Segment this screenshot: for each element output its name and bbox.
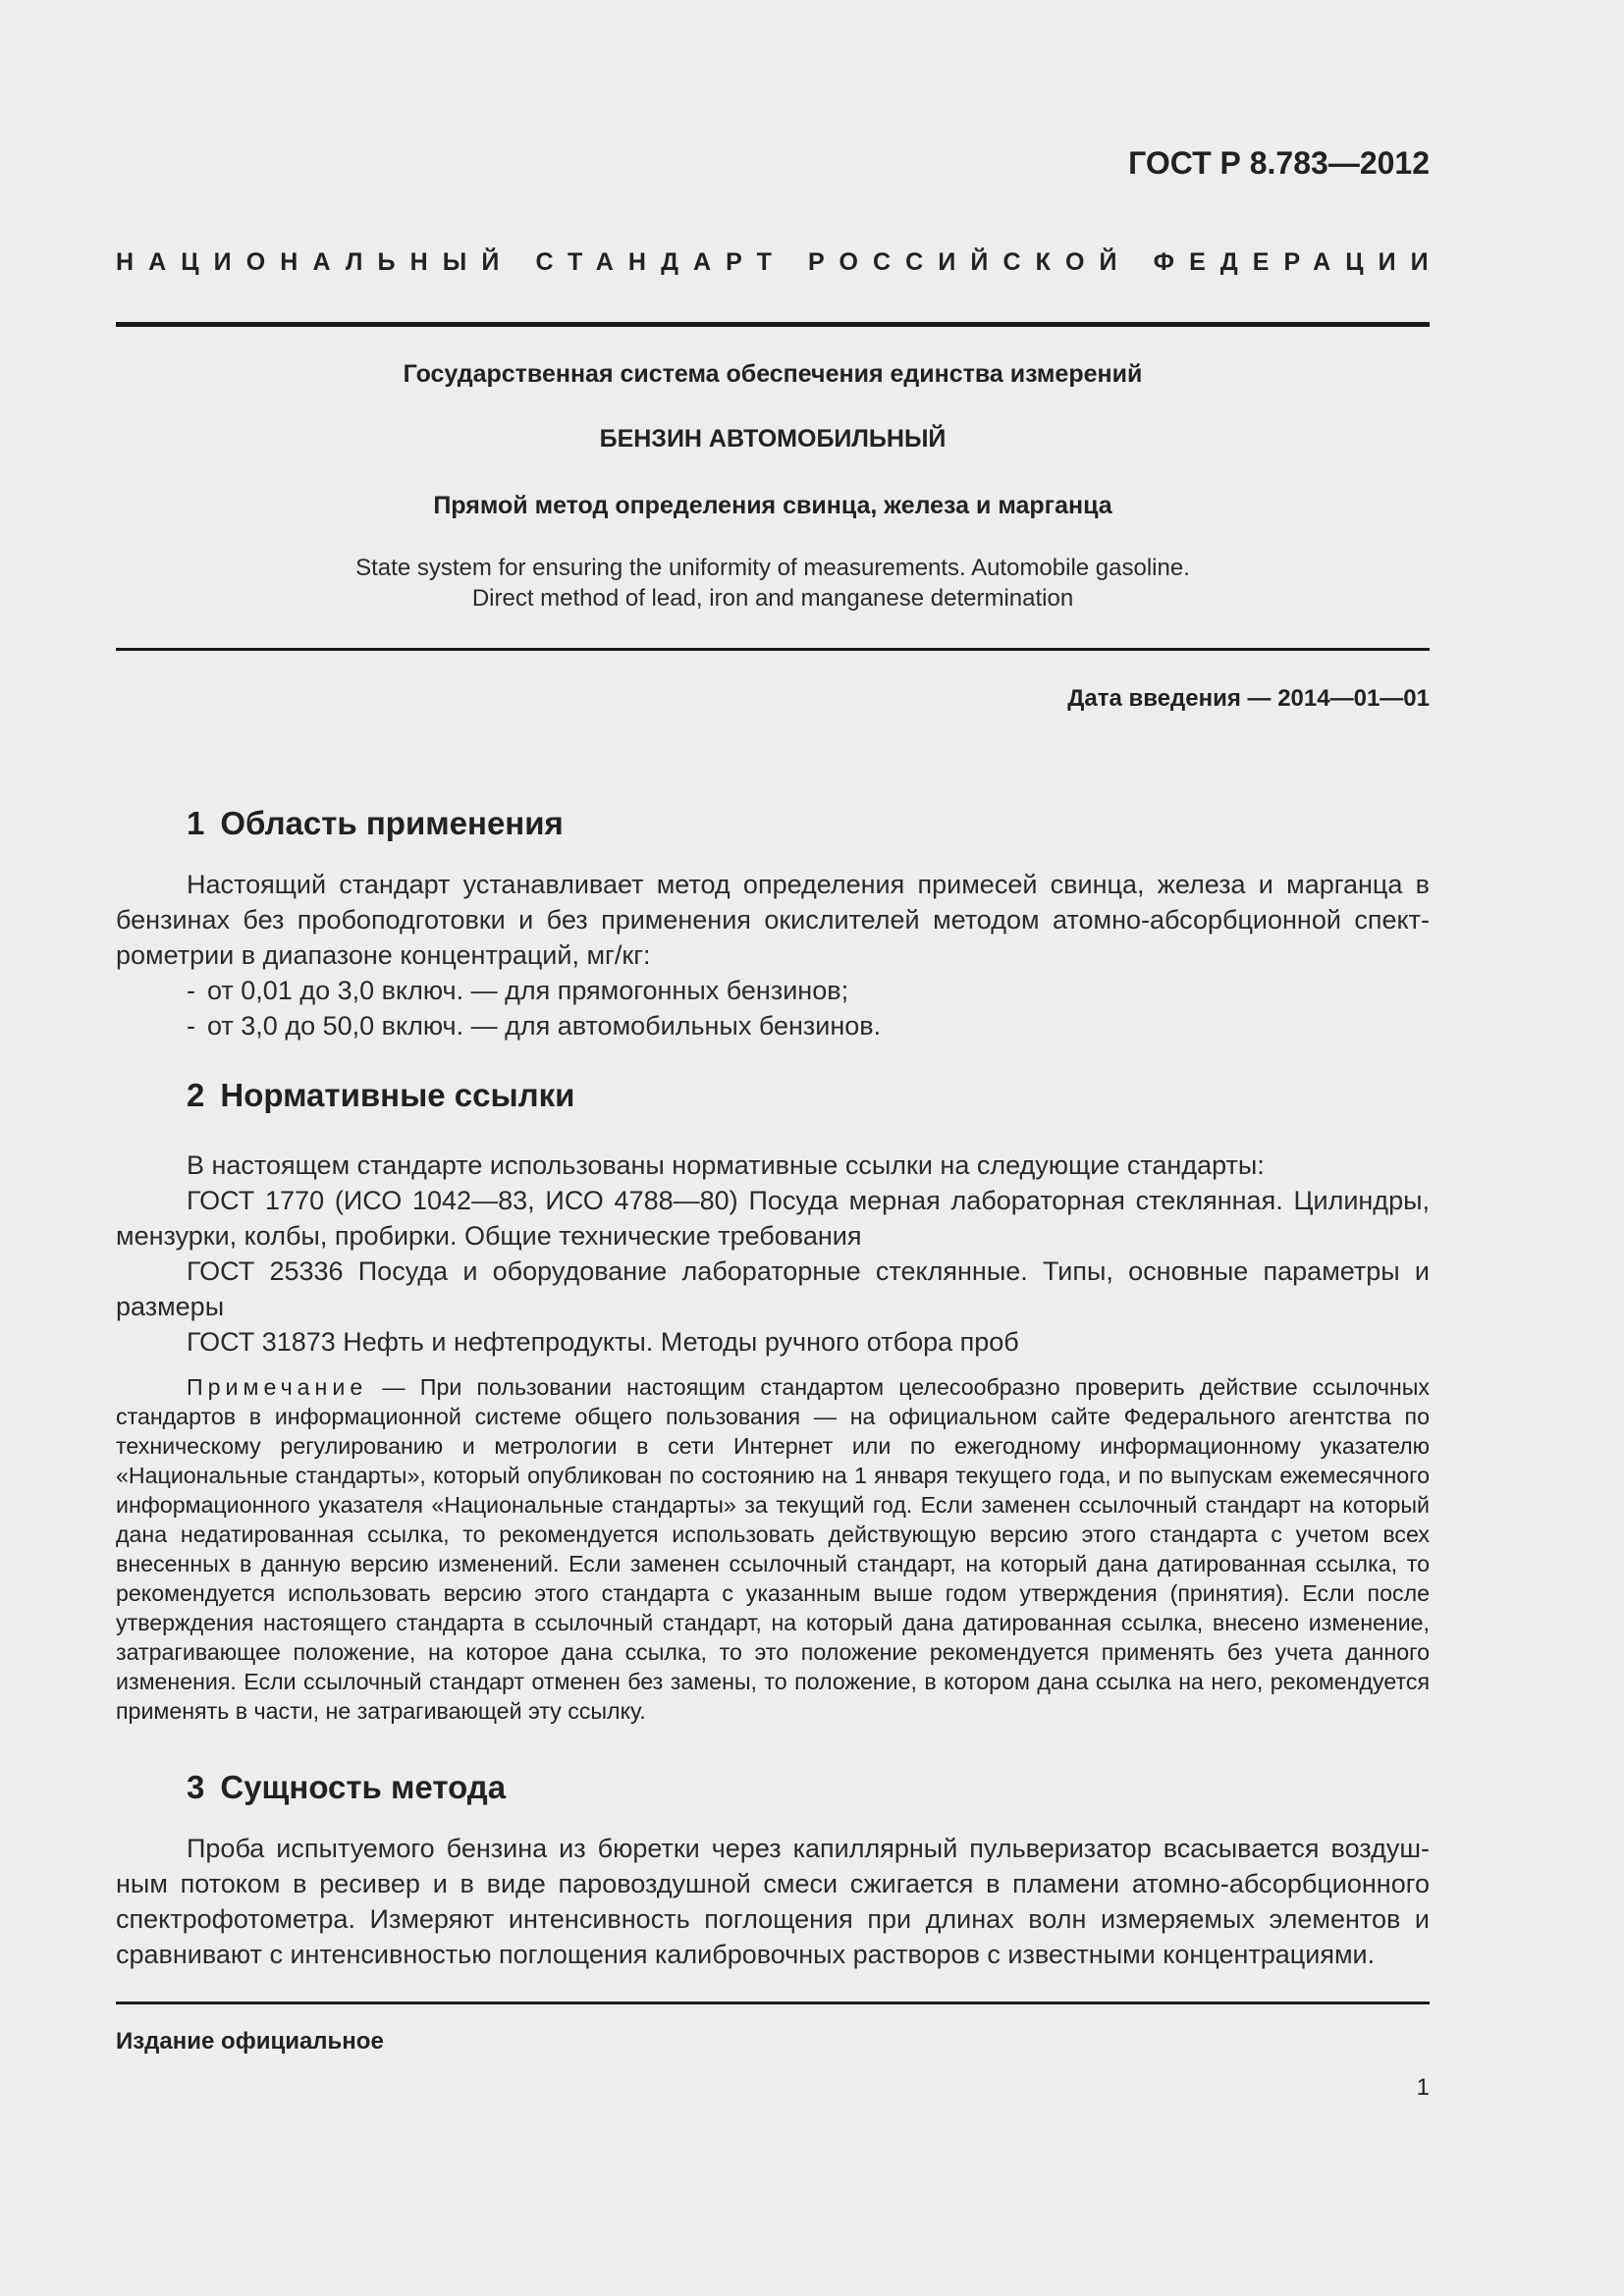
english-title-line-1: State system for ensuring the uniformity of measurements. Automobile gasoline. xyxy=(355,555,1190,581)
section-2-heading xyxy=(187,1077,574,1114)
intro-date: Дата введения — 2014—01—01 xyxy=(1067,685,1430,712)
note-text: — При пользовании настоящим стандартом целесообразно проверить действие ссылочных стандартов в информационной системе общего пользования — на официальном сайте Федерального агентства по техническому регулированию и метрологии в сети Интернет или по ежегодному информационному указателю «Национальные стандарты», который опубликован по состоянию на 1 января текущего года, и по выпускам ежемесячного информационного указателя «Национальные стандарты» за текущий год. Если заменен ссылочный стандарт на который дана недатированная ссылка, то рекомендуется использовать действующую версию этого стандарта с учетом всех внесенных в данную версию изменений. Если заменен ссылочный стандарт, на который дана датированная ссылка, то рекомендуется использовать версию этого стандарта с указанным выше годом утверждения (принятия). Если после утверждения настоящего стандарта в ссылочный стандарт, на который дана датированная ссылка, внесено изменение, затрагивающее положение, на которое дана ссылка, то это положение рекомендуется применять без учета данного изменения. Если ссылочный стандарт отменен без замены, то положение, в котором дана ссылка на него, рекомендуется применять в части, не затрагивающей эту ссылку. xyxy=(116,1374,1430,1724)
method-title: Прямой метод определения свинца, железа и марганца xyxy=(433,492,1112,519)
section-2-paragraph: В настоящем стандарте использованы нормативные ссылки на следующие стандарты: xyxy=(187,1150,1265,1180)
section-title: Сущность метода xyxy=(220,1769,507,1805)
reference-gost-31873: ГОСТ 31873 Нефть и нефтепродукты. Методы ручного отбора проб xyxy=(187,1327,1019,1357)
section-3-heading xyxy=(187,1769,506,1806)
gost-number: ГОСТ Р 8.783—2012 xyxy=(1128,145,1430,181)
system-title: Государственная система обеспечения единства измерений xyxy=(403,360,1143,388)
section-number: 1 xyxy=(187,805,205,841)
footer-divider xyxy=(116,2002,1430,2004)
reference-gost-1770: ГОСТ 1770 (ИСО 1042—83, ИСО 4788—80) Посуда мерная лабораторная стеклянная. Цилиндры, мензурки, колбы, пробирки. Общие технические требования xyxy=(116,1186,1430,1251)
section-number: 2 xyxy=(187,1077,205,1113)
section-1-paragraph: Настоящий стандарт устанавливает метод определения примесей свинца, железа и марганца в бензинах без пробоподготовки и без применения окислителей методом атомно-абсорбционной спект-рометрии в диапазоне концентраций, мг/кг: xyxy=(116,870,1430,970)
section-2-note xyxy=(116,1372,1430,1726)
note-label: Примечание xyxy=(187,1374,368,1400)
section-1-heading xyxy=(187,805,564,842)
page-number: 1 xyxy=(1416,2074,1430,2101)
title-divider xyxy=(116,648,1430,651)
reference-gost-25336: ГОСТ 25336 Посуда и оборудование лабораторные стеклянные. Типы, основные параметры и размеры xyxy=(116,1256,1430,1321)
section-title: Нормативные ссылки xyxy=(220,1077,575,1113)
english-title-line-2: Direct method of lead, iron and manganese determination xyxy=(471,585,1074,612)
edition-label: Издание официальное xyxy=(116,2028,384,2055)
top-divider xyxy=(116,322,1430,327)
national-standard-heading: НАЦИОНАЛЬНЫЙ СТАНДАРТ РОССИЙСКОЙ ФЕДЕРАЦИИ xyxy=(116,248,1443,276)
list-item: - от 3,0 до 50,0 включ. — для автомобильных бензинов. xyxy=(187,1011,882,1041)
section-number: 3 xyxy=(187,1769,205,1805)
product-title: БЕНЗИН АВТОМОБИЛЬНЫЙ xyxy=(599,425,947,453)
document-page xyxy=(116,0,1443,2296)
section-title: Область применения xyxy=(220,805,564,841)
list-item: - от 0,01 до 3,0 включ. — для прямогонных бензинов; xyxy=(187,976,849,1005)
section-3-paragraph: Проба испытуемого бензина из бюретки через капиллярный пульверизатор всасывается воздуш-ным потоком в ресивер и в виде паровоздушной смеси сжигается в пламени атомно-абсорбционного спектрофотометра. Измеряют интенсивность поглощения при длинах волн измеряемых элементов и сравнивают с интенсивностью поглощения калибровочных растворов с известными концентрациями. xyxy=(116,1834,1430,1969)
